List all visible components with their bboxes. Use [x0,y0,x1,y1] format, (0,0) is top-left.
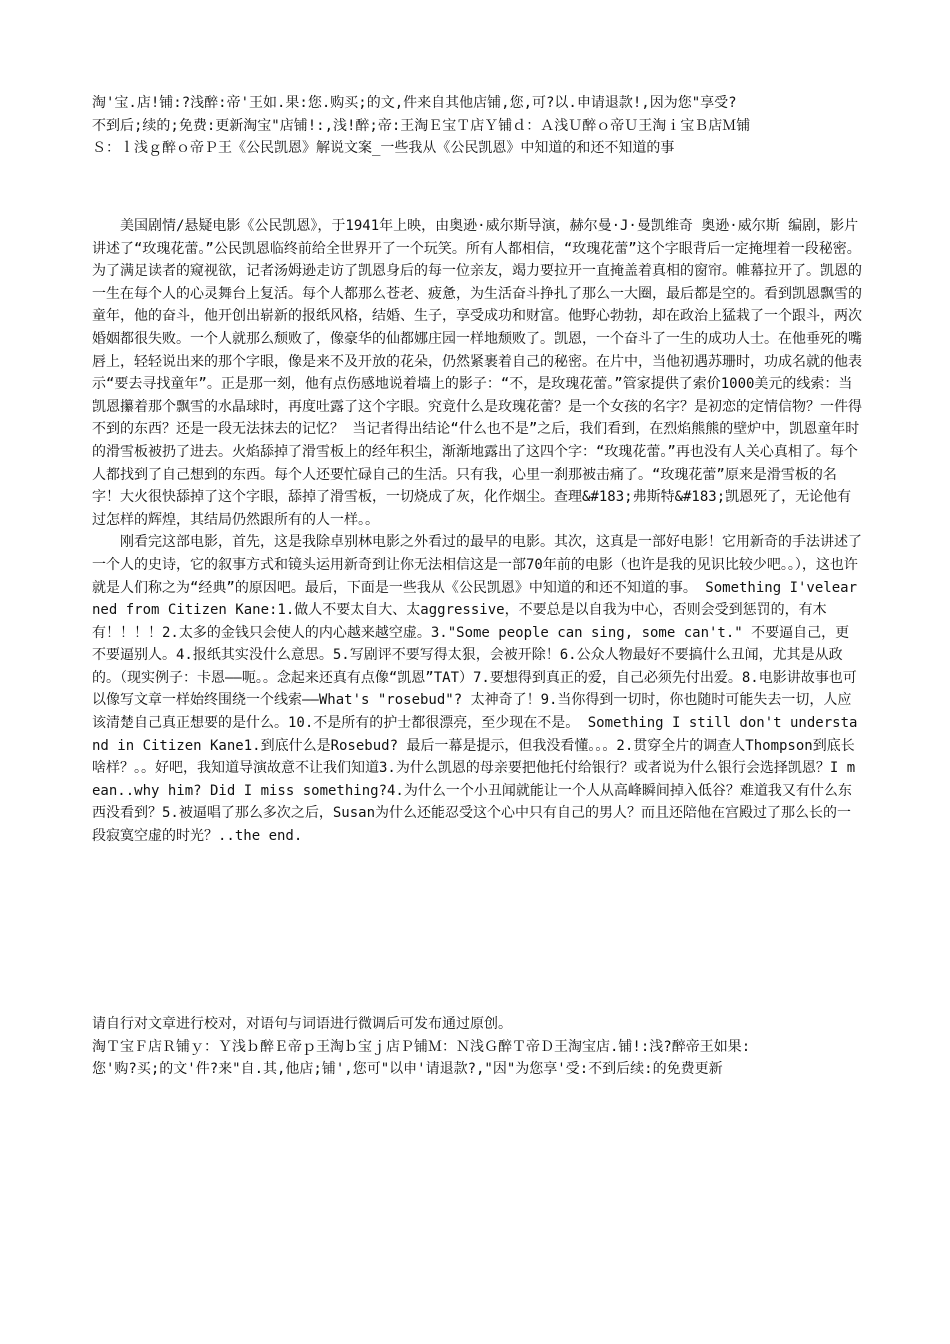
footer-line: 淘Ｔ宝Ｆ店Ｒ铺ｙ：Ｙ浅ｂ醉Ｅ帝ｐ王淘ｂ宝ｊ店Ｐ铺Ｍ：Ｎ浅Ｇ醉Ｔ帝Ｄ王淘宝店.铺!:浅?醉帝王如果: [92,1038,751,1055]
header-line: 不到后;续的;免费:更新淘宝"店铺!:,浅!醉;帝:王淘Ｅ宝Ｔ店Ｙ铺ｄ：Ａ浅Ｕ醉ｏ帝Ｕ王淘ｉ宝Ｂ店Ｍ铺 [92,117,751,134]
header-line: Ｓ：ｌ浅ｇ醉ｏ帝Ｐ王《公民凯恩》解说文案_一些我从《公民凯恩》中知道的和还不知道的事 [92,140,675,157]
paragraph-synopsis: 美国剧情/悬疑电影《公民凯恩》，于1941年上映，由奥逊·威尔斯导演，赫尔曼·J·曼凯维奇 奥逊·威尔斯 编剧，影片讲述了“玫瑰花蕾。”公民凯恩临终前给全世界开了一个玩笑。所有人都相信，“玫瑰花蕾”这个字眼背后一定掩埋着一段秘密。为了满足读者的窥视欲，记者汤姆逊走访了凯恩身后的每一位亲友，竭力要拉开一直掩盖着真相的窗帘。帷幕拉开了。凯恩的一生在每个人的心灵舞台上复活。每个人都那么苍老、疲惫，为生活奋斗挣扎了那么一大圈，最后都是空的。看到凯恩飘雪的童年，他的奋斗，他开创出崭新的报纸风格，结婚、生子，享受成功和财富。他野心勃勃，却在政治上猛栽了一个跟斗，两次婚姻都很失败。一个人就那么颓败了，像豪华的仙都娜庄园一样地颓败了。凯恩，一个奋斗了一生的成功人士。在他垂死的嘴唇上，轻轻说出来的那个字眼，像是来不及开放的花朵，仍然紧裹着自己的秘密。在片中，当他初遇苏珊时，功成名就的他表示“要去寻找童年”。正是那一刻，他有点伤感地说着墙上的影子：“不，是玫瑰花蕾。”管家提供了索价1000美元的线索：当凯恩攥着那个飘雪的水晶球时，再度吐露了这个字眼。究竟什么是玫瑰花蕾？是一个女孩的名字？是初恋的定情信物？一件得不到的东西？还是一段无法抹去的记忆？ 当记者得出结论“什么也不是”之后，我们看到，在烈焰熊熊的壁炉中，凯恩童年时的滑雪板被扔了进去。火焰舔掉了滑雪板上的经年积尘，渐渐地露出了这四个字：“玫瑰花蕾。”再也没有人关心真相了。每个人都找到了自己想到的东西。每个人还要忙碌自己的生活。只有我，心里一刹那被击痛了。“玫瑰花蕾”原来是滑雪板的名字！大火很快舔掉了这个字眼，舔掉了滑雪板，一切烧成了灰，化作烟尘。查理&#183;弗斯特&#183;凯恩死了，无论他有过怎样的辉煌，其结局仍然跟所有的人一样。。 [92,218,862,528]
footer-line: 您'购?买;的文'件?来"自.其,他店;铺',您可"以申'请退款?,"因"为您享'受:不到后续:的免费更新 [92,1061,723,1078]
document-footer [92,1013,862,1081]
paragraph-review: 刚看完这部电影，首先，这是我除卓别林电影之外看过的最早的电影。其次，这真是一部好电影！它用新奇的手法讲述了一个人的史诗，它的叙事方式和镜头运用新奇到让你无法相信这是一部70年前的电影（也许是我的见识比较少吧。。），这也许就是人们称之为“经典”的原因吧。最后，下面是一些我从《公民凯恩》中知道的和还不知道的事。 Something I'velearned from Citizen Kane:1.做人不要太自大、太aggressive，不要总是以自我为中心，否则会受到惩罚的，有木有！！！！2.太多的金钱只会使人的内心越来越空虚。3."Some people can sing, some can't." 不要逼自己，更不要逼别人。4.报纸其实没什么意思。5.写剧评不要写得太狠，会被开除！6.公众人物最好不要搞什么丑闻，尤其是从政的。（现实例子：卡恩——呃。。念起来还真有点像“凯恩”TAT）7.要想得到真正的爱，自己必须先付出爱。8.电影讲故事也可以像写文章一样始终围绕一个线索——What's "rosebud"? 太神奇了！9.当你得到一切时，你也随时可能失去一切，人应该清楚自己真正想要的是什么。10.不是所有的护士都很漂亮，至少现在不是。 Something I still don't understand in Citizen Kane1.到底什么是Rosebud? 最后一幕是提示，但我没看懂。。。2.贯穿全片的调查人Thompson到底长啥样？。。好吧，我知道导演故意不让我们知道3.为什么凯恩的母亲要把他托付给银行？或者说为什么银行会选择凯恩？I mean..why him? Did I miss something?4.为什么一个小丑闻就能让一个人从高峰瞬间掉入低谷？难道我又有什么东西没看到？5.被逼唱了那么多次之后，Susan为什么还能忍受这个心中只有自己的男人？而且还陪他在宫殿过了那么长的一段寂寞空虚的时光？..the end. [92,534,862,845]
footer-line: 请自行对文章进行校对，对语句与词语进行微调后可发布通过原创。 [92,1016,512,1032]
document-body [92,215,862,848]
document-header [92,92,862,160]
header-line: 淘'宝.店!铺:?浅醉:帝'王如.果:您.购买;的文,件来自其他店铺,您,可?以.申请退款!,因为您"享受? [92,95,737,111]
